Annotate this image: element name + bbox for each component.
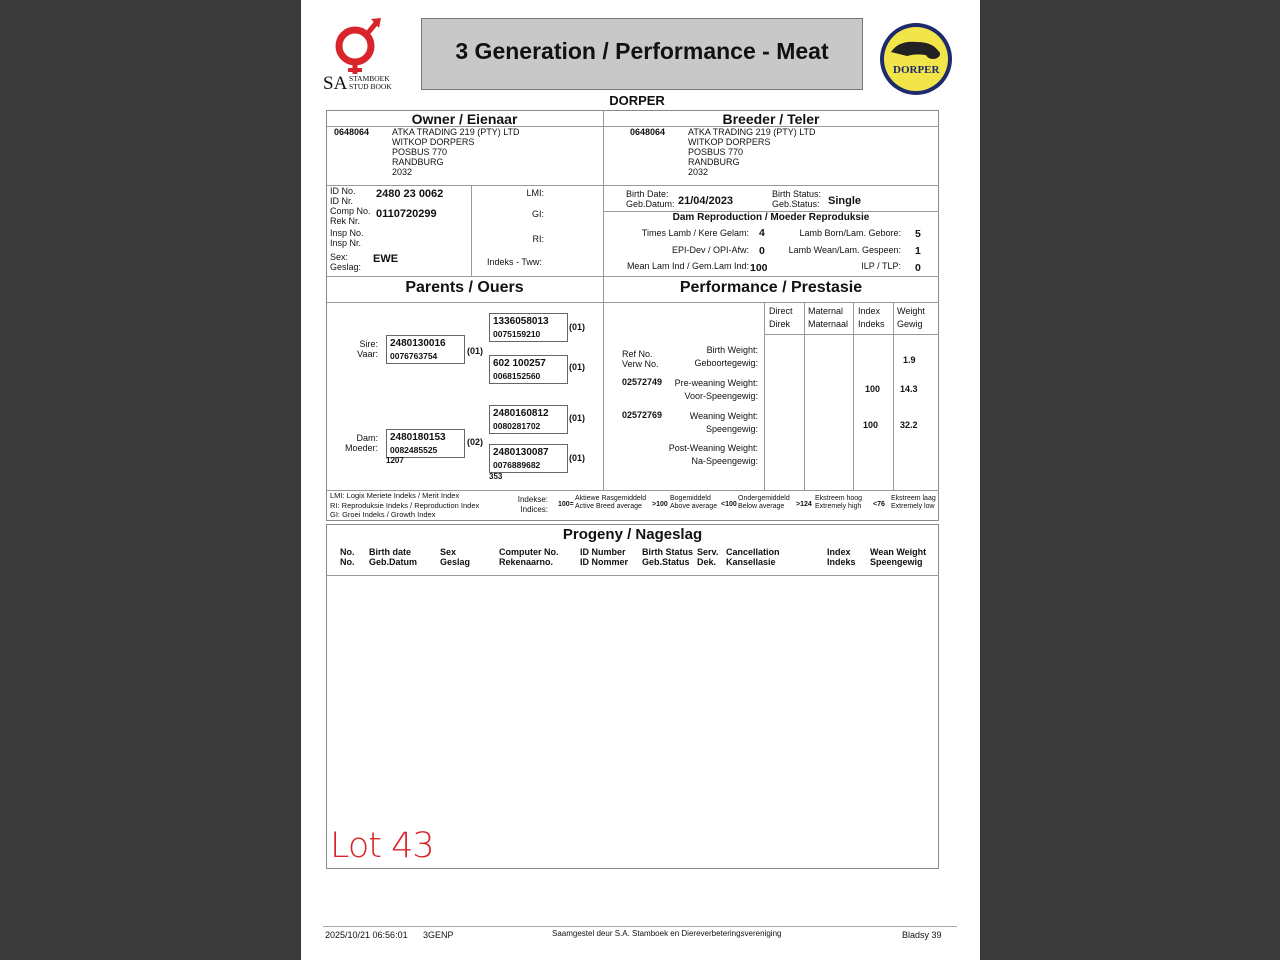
progeny-col-serv: Serv. Dek.: [697, 547, 719, 567]
birth-date: 21/04/2023: [678, 195, 734, 207]
lambs-born: 5: [915, 228, 921, 240]
progeny-col-cancellation: Cancellation Kansellasie: [726, 547, 780, 567]
owner-heading: Owner / Eienaar: [411, 111, 518, 127]
indeks-label: Indeks - Tww:: [487, 257, 542, 267]
studbook-symbol-icon: [321, 16, 401, 76]
lot-number-stamp: Lot 43: [330, 826, 434, 866]
index-legend: LMI: Logix Meriete Indeks / Merit Index RI: Reproduksie Indeks / Reproduction Index GI: Groei Indeks / Growth Index: [330, 491, 480, 519]
dam-box: 2480180153 0082485525: [386, 429, 465, 458]
sire-dam-box: 602 100257 0068152560: [489, 355, 568, 384]
times-lamb: 4: [759, 227, 765, 239]
parents-heading: Parents / Ouers: [405, 279, 524, 296]
logo-prefix: SA: [323, 73, 348, 94]
dorper-logo-text: DORPER: [893, 64, 940, 76]
gi-label: GI:: [531, 209, 544, 219]
dorper-sheep-icon: [877, 22, 955, 96]
dam-sire-box: 2480160812 0080281702: [489, 405, 568, 434]
mean-lamb-index: 100: [750, 262, 768, 274]
ri-label: RI:: [532, 234, 544, 244]
weaning-weight: 32.2: [900, 420, 918, 430]
computer-number: 0110720299: [376, 208, 437, 220]
logo-line1: STAMBOEK: [349, 74, 390, 83]
lambs-weaned: 1: [915, 245, 921, 257]
progeny-col-index: Index Indeks: [827, 547, 856, 567]
sa-studbook-logo: [321, 16, 401, 94]
breeder-address: ATKA TRADING 219 (PTY) LTD WITKOP DORPERS POSBUS 770 RANDBURG 2032: [688, 127, 816, 177]
sex-value: EWE: [373, 253, 399, 265]
breeder-code: 0648064: [630, 127, 666, 137]
dorper-logo: [877, 22, 955, 96]
sire-sire-box: 1336058013 0075159210: [489, 313, 568, 342]
dam-repro-heading: Dam Reproduction / Moeder Reproduksie: [672, 212, 870, 223]
footer-page-number: Bladsy 39: [902, 930, 942, 940]
sire-box: 2480130016 0076763754: [386, 335, 465, 364]
progeny-col-sex: Sex Geslag: [440, 547, 471, 567]
progeny-col-no: No. No.: [340, 547, 355, 567]
progeny-col-computer-no: Computer No. Rekenaarno.: [499, 547, 559, 567]
document-page: SA STAMBOEK STUD BOOK 3 Generation / Performance - Meat DORPER DORPER Owner / Eienaar 0648064 ATKA TRADING 219 (PTY) LTD WITKOP DORPERS POSBUS 770 RANDBURG 2032 Breeder / Teler 0648064 ATKA TRADING 219 (PTY) LTD WITKOP DORPERS POSBUS 770 RANDBURG 2032 ID No. ID Nr. 2480 23 0062 Comp No. Rek Nr. 0110720299 Insp No. Insp Nr. Sex: Geslag: EWE LMI: GI: RI: Indeks - Tww: Birth Date: Geb.Datum: 21/04/2023 Birth Status: Geb.Status: Single Dam Reproduction / Moeder Reproduksie Times Lamb / Kere Gelam: 4 EPI-Dev / OPI-Afw: 0 Mean Lam Ind / Gem.Lam Ind: 100 Lamb Born/Lam. Gebore: 5 Lamb Wean/Lam. Gespeen: 1 ILP / TLP: 0 Parents / Ouers Sire: Vaar: 2480130016 0076763754 (01) Dam: Moeder: 2480180153 0082485525 (02) 1207 1336058013 0075159210 (01) 602 100257 0068152560 (01) 2480160812 0080281702 (01) 2480130087 0076889682 (01) 353 Performance / Prestasie Direct Direk Maternal Maternaal Index Indeks Weight Gewig Ref No. Verw No. Birth Weight: Geboortegewig: 1.9 02572749 Pre-weaning Weight: Voor-Speengewig: 100 14.3 02572769 Weaning Weight: Speengewig: 100 32.2 Post-Weaning Weight: Na-Speengewig: LMI: Logix Meriete Indeks / Merit Index RI: Reproduksie Indeks / Reproduction Index GI: Groei Indeks / Growth Index Indekse: Indices: 100= Aktiewe Rasgemiddeld Active Breed average >100 Bogemiddeld Above average <100 Ondergemiddeld Below average >124 Ekstreem hoog Extremely high <76 Ekstreem laag Extremely low Progeny / Nageslag No. No. Birth date Geb.Datum Sex Geslag Computer No. Rekenaarno. ID Number ID Nommer Birth Status Geb.Status Serv. Dek. Cancellation Kansellasie Index Indeks Wean Weight Speengewig Lot 43 2025/10/21 06:56:01 3GENP Saamgestel deur S.A. Stamboek en Diereverbeteringsvereniging Bladsy 39: [301, 0, 980, 960]
owner-code: 0648064: [334, 127, 370, 137]
page-title: 3 Generation / Performance - Meat: [455, 38, 829, 64]
progeny-heading: Progeny / Nageslag: [562, 526, 703, 543]
footer-timestamp: 2025/10/21 06:56:01: [325, 930, 408, 940]
animal-id: 2480 23 0062: [376, 188, 444, 200]
footer-code: 3GENP: [423, 930, 454, 940]
progeny-col-birth-date: Birth date Geb.Datum: [369, 547, 418, 567]
owner-address: ATKA TRADING 219 (PTY) LTD WITKOP DORPERS POSBUS 770 RANDBURG 2032: [392, 127, 520, 177]
progeny-col-wean-weight: Wean Weight Speengewig: [870, 547, 927, 567]
birth-status: Single: [828, 195, 862, 207]
ilp-tlp: 0: [915, 262, 921, 274]
birth-weight: 1.9: [903, 355, 916, 365]
title-box: [421, 18, 863, 90]
dam-dam-box: 2480130087 0076889682: [489, 444, 568, 473]
breed-label: DORPER: [609, 93, 665, 108]
epi-dev: 0: [759, 245, 765, 257]
lmi-label: LMI:: [526, 188, 544, 198]
progeny-col-id-number: ID Number ID Nommer: [580, 547, 629, 567]
footer-compiled-by: Saamgestel deur S.A. Stamboek en Diereverbeteringsvereniging: [552, 929, 782, 938]
logo-line2: STUD BOOK: [349, 82, 392, 91]
progeny-col-birth-status: Birth Status Geb.Status: [642, 547, 694, 567]
performance-heading: Performance / Prestasie: [679, 279, 863, 296]
breeder-heading: Breeder / Teler: [722, 111, 820, 127]
pre-weaning-weight: 14.3: [900, 384, 918, 394]
